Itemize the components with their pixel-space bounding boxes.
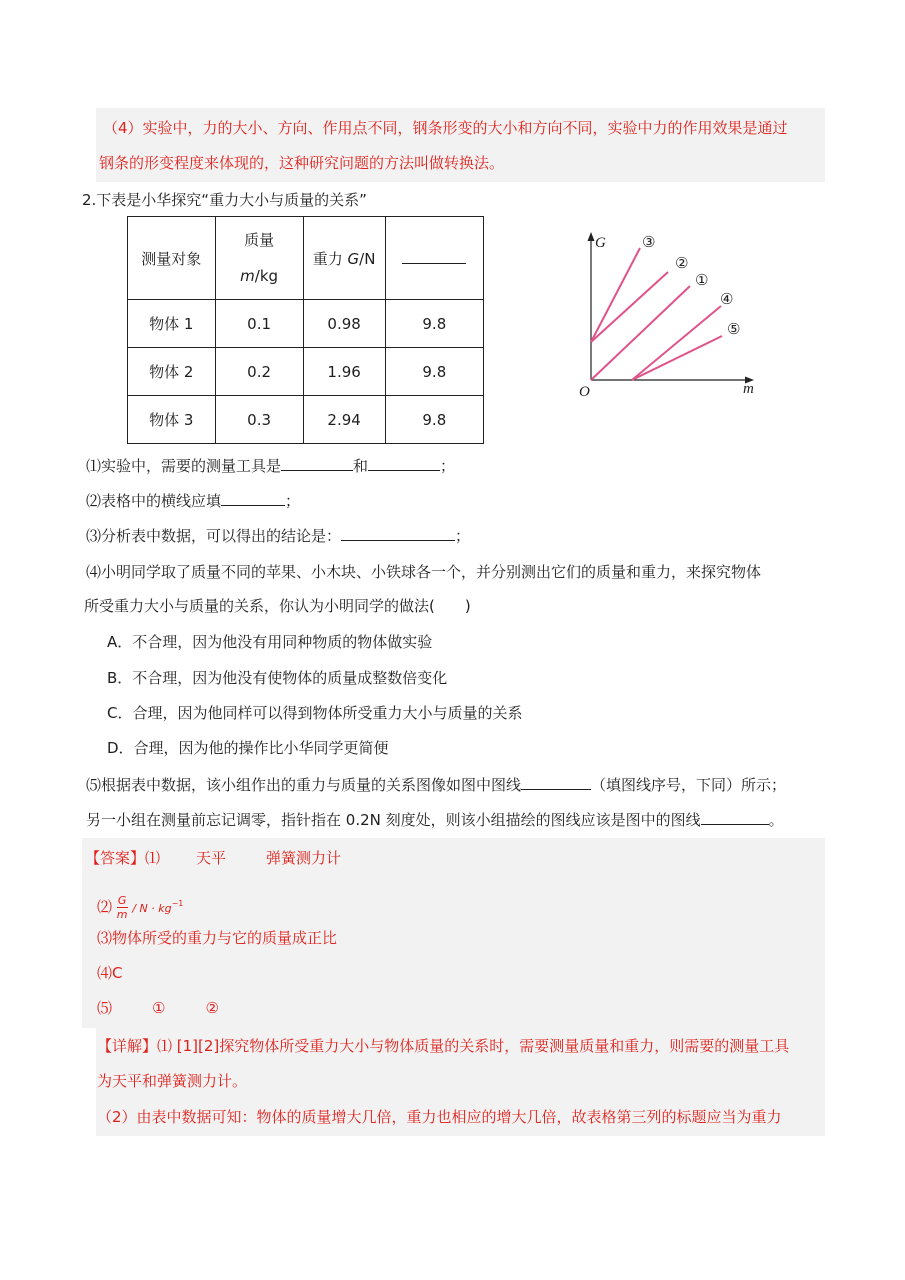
- detail-line-2: 为天平和弹簧测力计。: [97, 1072, 248, 1090]
- cell-weight: 2.94: [303, 396, 385, 444]
- prev-answer-line-1: （4）实验中，力的大小、方向、作用点不同，钢条形变的大小和方向不同，实验中力的作用效果是通过: [103, 119, 788, 137]
- q5-line-2: [86, 810, 784, 830]
- cell-mass: 0.2: [215, 348, 303, 396]
- q5-blank-2: [701, 810, 769, 825]
- q1-blank-1: [281, 456, 353, 471]
- detail-line-1: 【详解】⑴ [1][2]探究物体所受重力大小与物体质量的关系时，需要测量质量和重力，则需要的测量工具: [97, 1037, 790, 1055]
- graph-line-3: [591, 248, 640, 342]
- header-weight: 重力 G/N: [303, 217, 385, 300]
- answer-balance: 天平: [196, 849, 227, 867]
- option-a: A．不合理，因为他没有用同种物质的物体做实验: [107, 633, 433, 651]
- option-b: B．不合理，因为他没有使物体的质量成整数倍变化: [107, 669, 448, 687]
- q1-and: 和: [353, 457, 369, 475]
- q3: [86, 526, 470, 546]
- prev-answer-line-2: 钢条的形变程度来体现的，这种研究问题的方法叫做转换法。: [99, 154, 505, 172]
- x-axis-label: m: [743, 381, 754, 397]
- cell-mass: 0.3: [215, 396, 303, 444]
- q5-text-3: 另一小组在测量前忘记调零，指针指在 0.2N 刻度处，则该小组描绘的图线应该是图中的图线: [86, 811, 701, 829]
- graph-line-2: [591, 272, 668, 342]
- option-c: C．合理，因为他同样可以得到物体所受重力大小与质量的关系: [107, 704, 523, 722]
- table-row: [128, 396, 484, 444]
- q3-blank: [341, 526, 455, 541]
- data-table: [127, 216, 484, 444]
- answer-2-exponent: −1: [171, 899, 184, 908]
- y-axis-label: G: [595, 235, 606, 251]
- answer-5: [97, 998, 219, 1018]
- cell-object: 物体 3: [128, 396, 216, 444]
- graph-line-label: ④: [720, 290, 734, 308]
- y-axis-arrow: [588, 232, 595, 241]
- q3-end: ；: [455, 527, 471, 545]
- origin-label: O: [579, 384, 590, 400]
- header-object: 测量对象: [128, 217, 216, 300]
- answer-2-fraction: [117, 894, 128, 921]
- graph-line-label: ①: [695, 271, 709, 289]
- q5-blank-1: [521, 775, 591, 790]
- fraction-denominator: m: [116, 908, 128, 921]
- answer-2-prefix: ⑵: [97, 898, 113, 916]
- q2-text: ⑵表格中的横线应填: [86, 492, 222, 510]
- graph-line-label: ②: [675, 254, 689, 272]
- q5-text-1: ⑸根据表中数据，该小组作出的重力与质量的关系图像如图中图线: [86, 776, 522, 794]
- q4-line-1: ⑷小明同学取了质量不同的苹果、小木块、小铁球各一个，并分别测出它们的质量和重力，来探究物体: [86, 563, 762, 581]
- answer-2-unit: / N · kg: [132, 902, 172, 915]
- q1-text: ⑴实验中，需要的测量工具是: [86, 457, 282, 475]
- fraction-numerator: G: [117, 894, 127, 907]
- answer-3: ⑶物体所受的重力与它的质量成正比: [97, 929, 338, 947]
- answer-label: 【答案】⑴: [85, 849, 161, 867]
- q1-blank-2: [368, 456, 440, 471]
- graph-line-1: [591, 286, 690, 380]
- detail-line-3: （2）由表中数据可知：物体的质量增大几倍，重力也相应的增大几倍，故表格第三列的标题应当为重力: [97, 1108, 782, 1126]
- answer-5-label: ⑸: [97, 999, 113, 1017]
- table-row: [128, 348, 484, 396]
- answer-5-first: ①: [152, 999, 166, 1017]
- answer-spring-scale: 弹簧测力计: [266, 849, 342, 867]
- answer-1: [85, 848, 341, 868]
- q2-end: ；: [285, 492, 301, 510]
- answer-4: ⑷C: [97, 964, 123, 982]
- cell-mass: 0.1: [215, 300, 303, 348]
- cell-ratio: 9.8: [385, 300, 483, 348]
- q4-line-2: 所受重力大小与质量的关系，你认为小明同学的做法( ): [84, 597, 471, 615]
- question-title: 2.下表是小华探究“重力大小与质量的关系”: [82, 191, 367, 209]
- header-mass: 质量 m/kg: [215, 217, 303, 300]
- cell-ratio: 9.8: [385, 396, 483, 444]
- answer-5-second: ②: [205, 999, 219, 1017]
- answer-2: [97, 884, 183, 924]
- header-blank-line: [402, 249, 466, 264]
- q3-text: ⑶分析表中数据，可以得出的结论是：: [86, 527, 342, 545]
- q2-blank: [221, 491, 285, 506]
- table-row: [128, 300, 484, 348]
- q1: [86, 456, 455, 476]
- graph-line-label: ③: [642, 233, 656, 251]
- q5-text-2: （填图线序号，下同）所示；: [591, 776, 787, 794]
- q2: [86, 491, 300, 511]
- q5-end: 。: [768, 811, 784, 829]
- q1-end: ；: [440, 457, 456, 475]
- cell-weight: 0.98: [303, 300, 385, 348]
- cell-ratio: 9.8: [385, 348, 483, 396]
- table-header-row: [128, 217, 484, 300]
- cell-weight: 1.96: [303, 348, 385, 396]
- cell-object: 物体 1: [128, 300, 216, 348]
- g-m-graph: [570, 226, 770, 402]
- header-blank: [385, 217, 483, 300]
- cell-object: 物体 2: [128, 348, 216, 396]
- graph-line-label: ⑤: [727, 320, 741, 338]
- q5-line-1: [86, 775, 786, 795]
- option-d: D．合理，因为他的操作比小华同学更简便: [107, 739, 389, 757]
